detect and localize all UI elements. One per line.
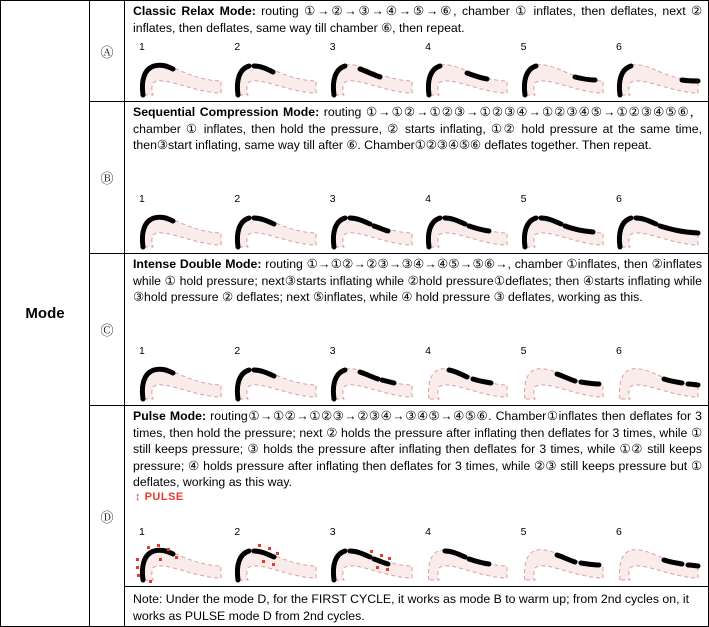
- figure-row-b: [133, 194, 702, 253]
- figure-number: 6: [615, 193, 622, 205]
- leg-diagram: [610, 538, 702, 584]
- figure-c-4: [419, 346, 511, 403]
- figure-number: 2: [234, 345, 241, 357]
- figure-c-6: [610, 346, 702, 403]
- mode-description-d: [133, 408, 702, 491]
- figure-c-3: [324, 346, 416, 403]
- leg-diagram: [133, 53, 225, 99]
- mode-text-d: routing①→①②→①②③→②③④→③④⑤→④⑤⑥. Chamber①inflates then deflates for 3 times, then hold the pressure; next ② holds the pressure after inflating then deflates for 3 times, while ① still keeps pressure; ③ holds the pressure after inflating then deflates for 3 times, while ①② still keeps pressure; ④ holds pressure after inflating then deflates for 3 times, while ②③ still keeps pressure but ① deflates, working as this way.: [133, 409, 702, 489]
- mode-text-c: routing ①→①②→②③→③④→④⑤→⑤⑥→, chamber ①inflates, then ②inflates while ① hold pressure; next③starts inflating while ②hold pressure①deflates; then ④starts inflating while ③hold pressure ② deflates; next ⑤inflates, while ④ hold pressure ③ deflates, working as this.: [133, 257, 702, 304]
- figure-number: 5: [520, 41, 527, 53]
- figure-number: 2: [234, 193, 241, 205]
- leg-diagram: [515, 538, 607, 584]
- mode-title-a: Classic Relax Mode:: [133, 4, 256, 18]
- leg-diagram: [515, 205, 607, 251]
- figure-number: 3: [329, 345, 336, 357]
- mode-content-b: [125, 102, 708, 253]
- table-row: [90, 254, 708, 406]
- figure-number: 4: [425, 41, 432, 53]
- figure-row-d: [133, 527, 702, 586]
- mode-description-b: [133, 104, 702, 154]
- figure-c-2: [228, 346, 320, 403]
- figure-d-1: [133, 527, 225, 584]
- leg-diagram: [324, 357, 416, 403]
- leg-diagram: [419, 538, 511, 584]
- mode-content-a: [125, 1, 708, 101]
- leg-diagram: [228, 538, 320, 584]
- figure-d-3: [324, 527, 416, 584]
- figure-number: 1: [139, 526, 145, 538]
- leg-diagram: [228, 53, 320, 99]
- leg-diagram: [610, 53, 702, 99]
- mode-content-c: [125, 254, 708, 405]
- mode-letter-d: Ⓓ: [90, 406, 125, 626]
- figure-number: 3: [329, 41, 336, 53]
- mode-text-a: routing ①→②→③→④→⑤→⑥, chamber ① inflates, then deflates, next ② inflates, then deflates, same way till chamber ⑥, then repeat.: [133, 4, 702, 35]
- figure-number: 1: [139, 41, 145, 53]
- leg-diagram: [324, 205, 416, 251]
- figure-number: 6: [615, 526, 622, 538]
- figure-number: 6: [615, 41, 622, 53]
- figure-a-5: [515, 42, 607, 99]
- figure-b-3: [324, 194, 416, 251]
- figure-row-c: [133, 346, 702, 405]
- figure-b-1: [133, 194, 225, 251]
- figure-b-5: [515, 194, 607, 251]
- leg-diagram: [324, 53, 416, 99]
- leg-diagram: [610, 357, 702, 403]
- pulse-indicator: ↕ PULSE: [135, 490, 184, 503]
- figure-a-3: [324, 42, 416, 99]
- figure-number: 3: [329, 193, 336, 205]
- leg-diagram: [133, 357, 225, 403]
- leg-diagram: [228, 357, 320, 403]
- figure-number: 1: [139, 345, 145, 357]
- leg-diagram: [133, 205, 225, 251]
- mode-letter-a: Ⓐ: [90, 1, 125, 101]
- figure-c-5: [515, 346, 607, 403]
- figure-number: 5: [520, 345, 527, 357]
- figure-number: 4: [425, 193, 432, 205]
- mode-letter-b: Ⓑ: [90, 102, 125, 253]
- figure-row-a: [133, 42, 702, 101]
- mode-label: Mode: [25, 305, 65, 322]
- leg-diagram: [610, 205, 702, 251]
- figure-number: 1: [139, 193, 145, 205]
- figure-d-2: [228, 527, 320, 584]
- figure-a-2: [228, 42, 320, 99]
- figure-number: 2: [234, 41, 241, 53]
- figure-a-4: [419, 42, 511, 99]
- figure-a-6: [610, 42, 702, 99]
- table-row: [90, 1, 708, 102]
- figure-b-6: [610, 194, 702, 251]
- leg-diagram: [419, 357, 511, 403]
- leg-diagram: [228, 205, 320, 251]
- pulse-label: PULSE: [144, 490, 184, 503]
- leg-diagram: [324, 538, 416, 584]
- leg-diagram: [419, 205, 511, 251]
- mode-row-header: [1, 1, 90, 626]
- mode-title-b: Sequential Compression Mode:: [133, 105, 320, 119]
- mode-description-c: [133, 256, 702, 306]
- mode-d-note: Note: Under the mode D, for the FIRST CYCLE, it works as mode B to warm up; from 2nd cycles on, it works as PULSE mode D from 2nd cycles.: [125, 586, 708, 626]
- figure-b-4: [419, 194, 511, 251]
- figure-number: 2: [234, 526, 241, 538]
- figure-number: 3: [329, 526, 336, 538]
- mode-description-a: [133, 3, 702, 36]
- leg-diagram: [515, 357, 607, 403]
- figure-d-4: [419, 527, 511, 584]
- figure-number: 5: [520, 526, 527, 538]
- mode-rows: [90, 1, 708, 626]
- figure-a-1: [133, 42, 225, 99]
- figure-c-1: [133, 346, 225, 403]
- mode-text-b: routing ①→①②→①②③→①②③④→①②③④⑤→①②③④⑤⑥， chamber ① inflates, then hold the pressure, ② starts inflating, ①② hold pressure at the same time, then③start inflating, same way till after ⑥. Chamber①②③④⑤⑥ deflates together. Then repeat.: [133, 105, 703, 152]
- mode-content-d: [125, 406, 708, 626]
- table-row: [90, 406, 708, 626]
- mode-letter-c: Ⓒ: [90, 254, 125, 405]
- mode-title-d: Pulse Mode:: [133, 409, 207, 423]
- table-row: [90, 102, 708, 254]
- figure-number: 4: [425, 526, 432, 538]
- figure-number: 5: [520, 193, 527, 205]
- figure-d-6: [610, 527, 702, 584]
- figure-number: 4: [425, 345, 432, 357]
- figure-b-2: [228, 194, 320, 251]
- leg-diagram: [515, 53, 607, 99]
- figure-d-5: [515, 527, 607, 584]
- leg-diagram: [133, 538, 225, 584]
- mode-title-c: Intense Double Mode:: [133, 257, 262, 271]
- figure-number: 6: [615, 345, 622, 357]
- leg-diagram: [419, 53, 511, 99]
